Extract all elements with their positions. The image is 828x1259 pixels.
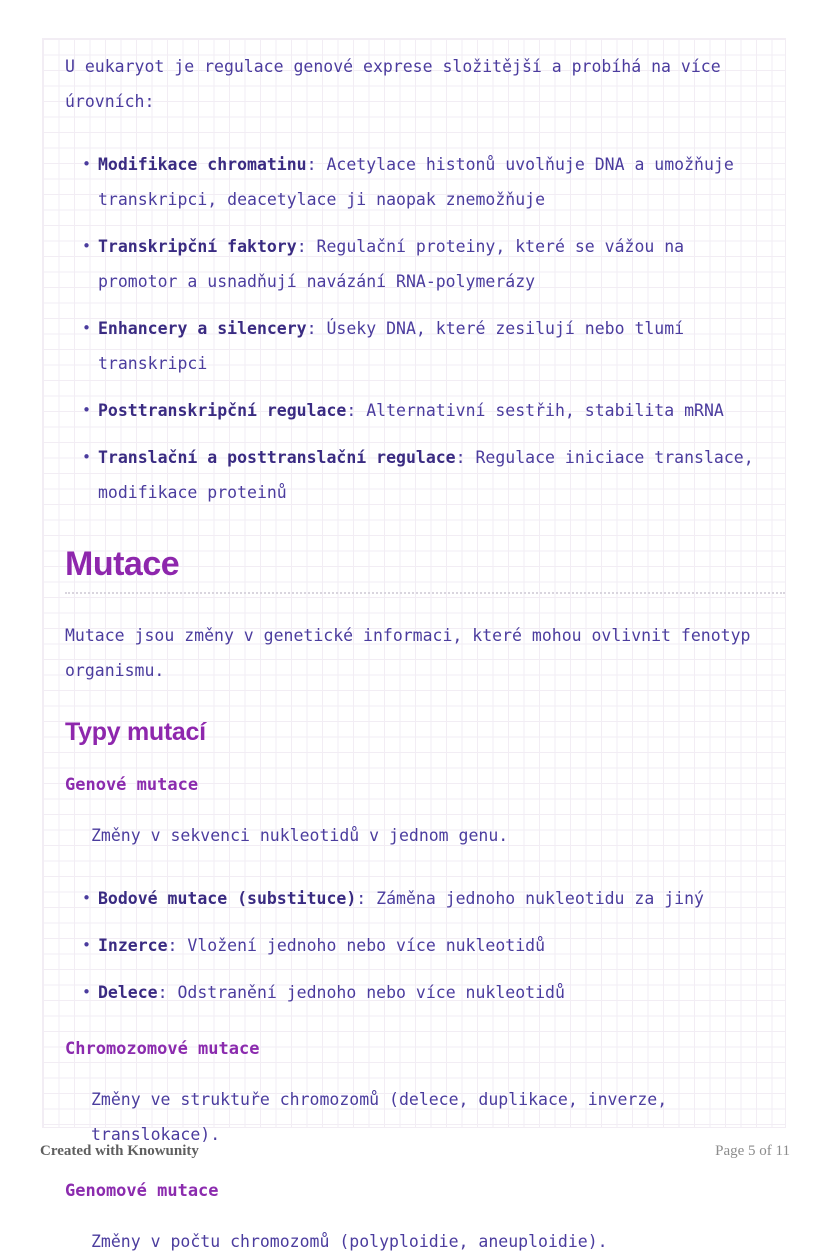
dotted-divider <box>65 592 785 594</box>
chromozomove-paragraph: Změny ve struktuře chromozomů (delece, duplikace, inverze, translokace). <box>91 1090 668 1144</box>
subheading-genomove-mutace: Genomové mutace <box>65 1181 219 1201</box>
term-description: : Úseky DNA, které zesilují nebo tlumí transkripci <box>98 319 685 373</box>
footer-page-number: Page 5 of 11 <box>715 1142 790 1159</box>
term-label: Modifikace chromatinu <box>98 155 307 174</box>
list-item <box>43 311 785 381</box>
subsection-heading-typy-mutaci: Typy mutací <box>65 718 206 746</box>
list-item <box>43 440 785 510</box>
list-item <box>43 975 785 1010</box>
term-description: : Acetylace histonů uvolňuje DNA a umožňuje transkripci, deacetylace ji naopak znemožňuje <box>98 155 734 209</box>
page-footer <box>40 1139 790 1163</box>
regulation-list <box>43 147 785 510</box>
term-description: : Alternativní sestřih, stabilita mRNA <box>346 401 724 420</box>
list-item <box>43 229 785 299</box>
footer-credit: Created with Knowunity <box>40 1142 199 1159</box>
term-label: Inzerce <box>98 936 168 955</box>
list-item <box>43 881 785 916</box>
term-description: : Vložení jednoho nebo více nukleotidů <box>167 936 546 955</box>
genomove-paragraph: Změny v počtu chromozomů (polyploidie, aneuploidie). <box>91 1232 608 1251</box>
term-label: Enhancery a silencery <box>98 319 307 338</box>
subheading-genove-mutace: Genové mutace <box>65 775 199 795</box>
section-heading-mutace: Mutace <box>65 545 180 583</box>
list-item <box>43 147 785 217</box>
term-description: : Záměna jednoho nukleotidu za jiný <box>356 889 704 908</box>
term-label: Translační a posttranslační regulace <box>98 448 456 467</box>
term-label: Posttranskripční regulace <box>98 401 347 420</box>
list-item <box>43 928 785 963</box>
intro-paragraph: U eukaryot je regulace genové exprese složitější a probíhá na více úrovních: <box>65 57 721 111</box>
subheading-chromozomove-mutace: Chromozomové mutace <box>65 1039 260 1059</box>
genove-paragraph: Změny v sekvenci nukleotidů v jednom genu. <box>91 826 509 845</box>
term-label: Bodové mutace (substituce) <box>98 889 357 908</box>
genove-list <box>43 881 785 1010</box>
term-description: : Regulační proteiny, které se vážou na promotor a usnadňují navázání RNA-polymerázy <box>98 237 685 291</box>
term-label: Delece <box>98 983 158 1002</box>
term-description: : Odstranění jednoho nebo více nukleotidů <box>157 983 565 1002</box>
mutace-lead-paragraph: Mutace jsou změny v genetické informaci, které mohou ovlivnit fenotyp organismu. <box>65 626 751 680</box>
list-item <box>43 393 785 428</box>
term-label: Transkripční faktory <box>98 237 297 256</box>
term-description: : Regulace iniciace translace, modifikace proteinů <box>98 448 754 502</box>
